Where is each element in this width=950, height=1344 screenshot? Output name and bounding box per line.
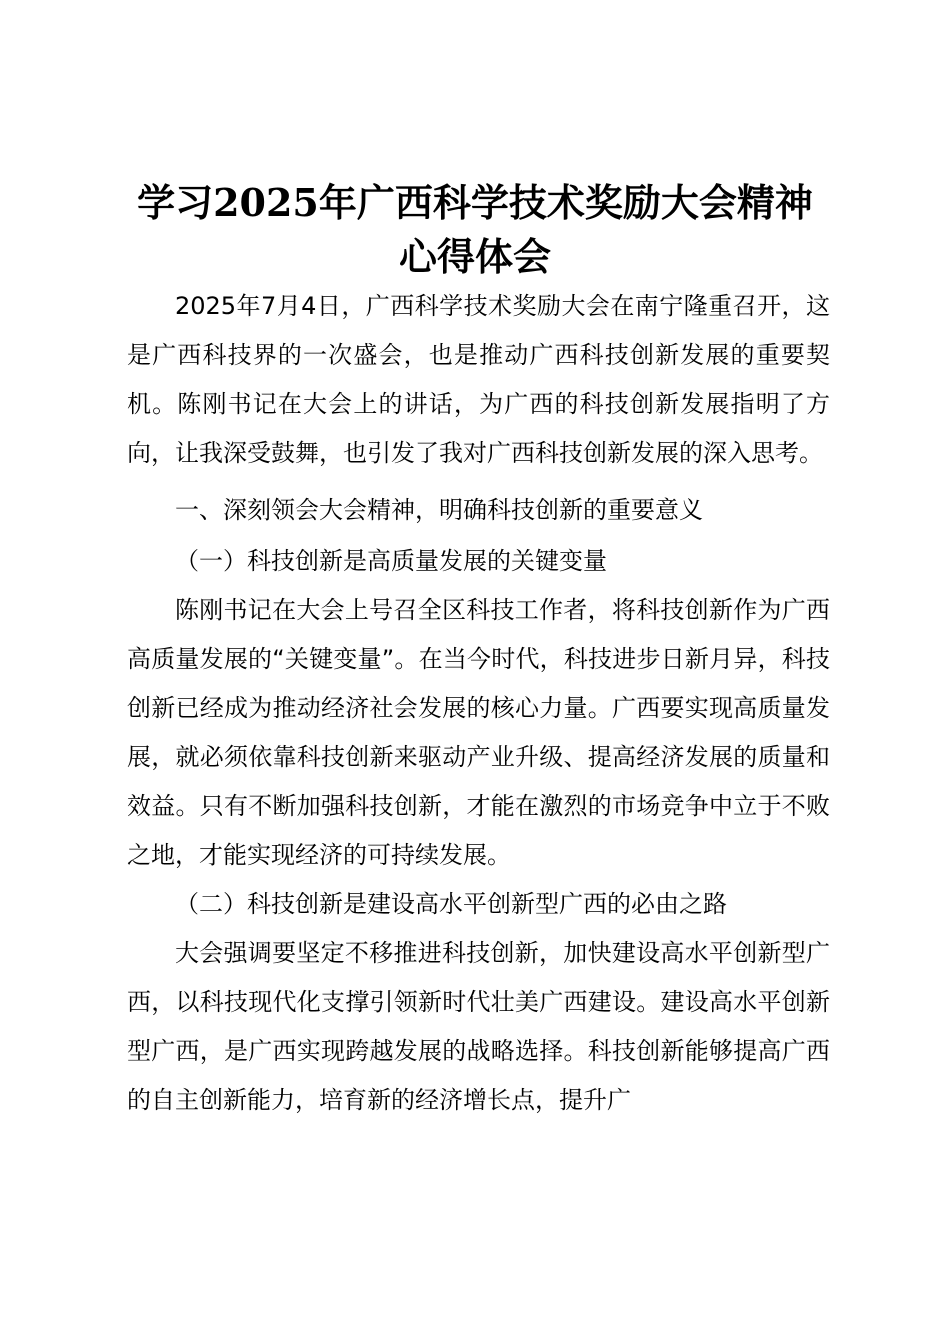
document-body [127, 282, 830, 1125]
section-1-heading: 一、深刻领会大会精神，明确科技创新的重要意义 [175, 496, 703, 524]
document-title: 学习2025年广西科学技术奖励大会精神心得体会 [137, 180, 813, 279]
subsection-2-paragraph: 大会强调要坚定不移推进科技创新，加快建设高水平创新型广西，以科技现代化支撑引领新时代壮美广西建设。建设高水平创新型广西，是广西实现跨越发展的战略选择。科技创新能够提高广西的自主创新能力，培育新的经济增长点，提升广 [127, 939, 830, 1114]
intro-paragraph: 2025年7月4日，广西科学技术奖励大会在南宁隆重召开，这是广西科技界的一次盛会，也是推动广西科技创新发展的重要契机。陈刚书记在大会上的讲话，为广西的科技创新发展指明了方向，让我深受鼓舞，也引发了我对广西科技创新发展的深入思考。 [127, 292, 830, 467]
subsection-1-paragraph: 陈刚书记在大会上号召全区科技工作者，将科技创新作为广西高质量发展的“关键变量”。在当今时代，科技进步日新月异，科技创新已经成为推动经济社会发展的核心力量。广西要实现高质量发展，就必须依靠科技创新来驱动产业升级、提高经济发展的质量和效益。只有不断加强科技创新，才能在激烈的市场竞争中立于不败之地，才能实现经济的可持续发展。 [127, 596, 830, 869]
subsection-1-heading: （一）科技创新是高质量发展的关键变量 [175, 547, 607, 575]
subsection-2-heading: （二）科技创新是建设高水平创新型广西的必由之路 [175, 890, 727, 918]
